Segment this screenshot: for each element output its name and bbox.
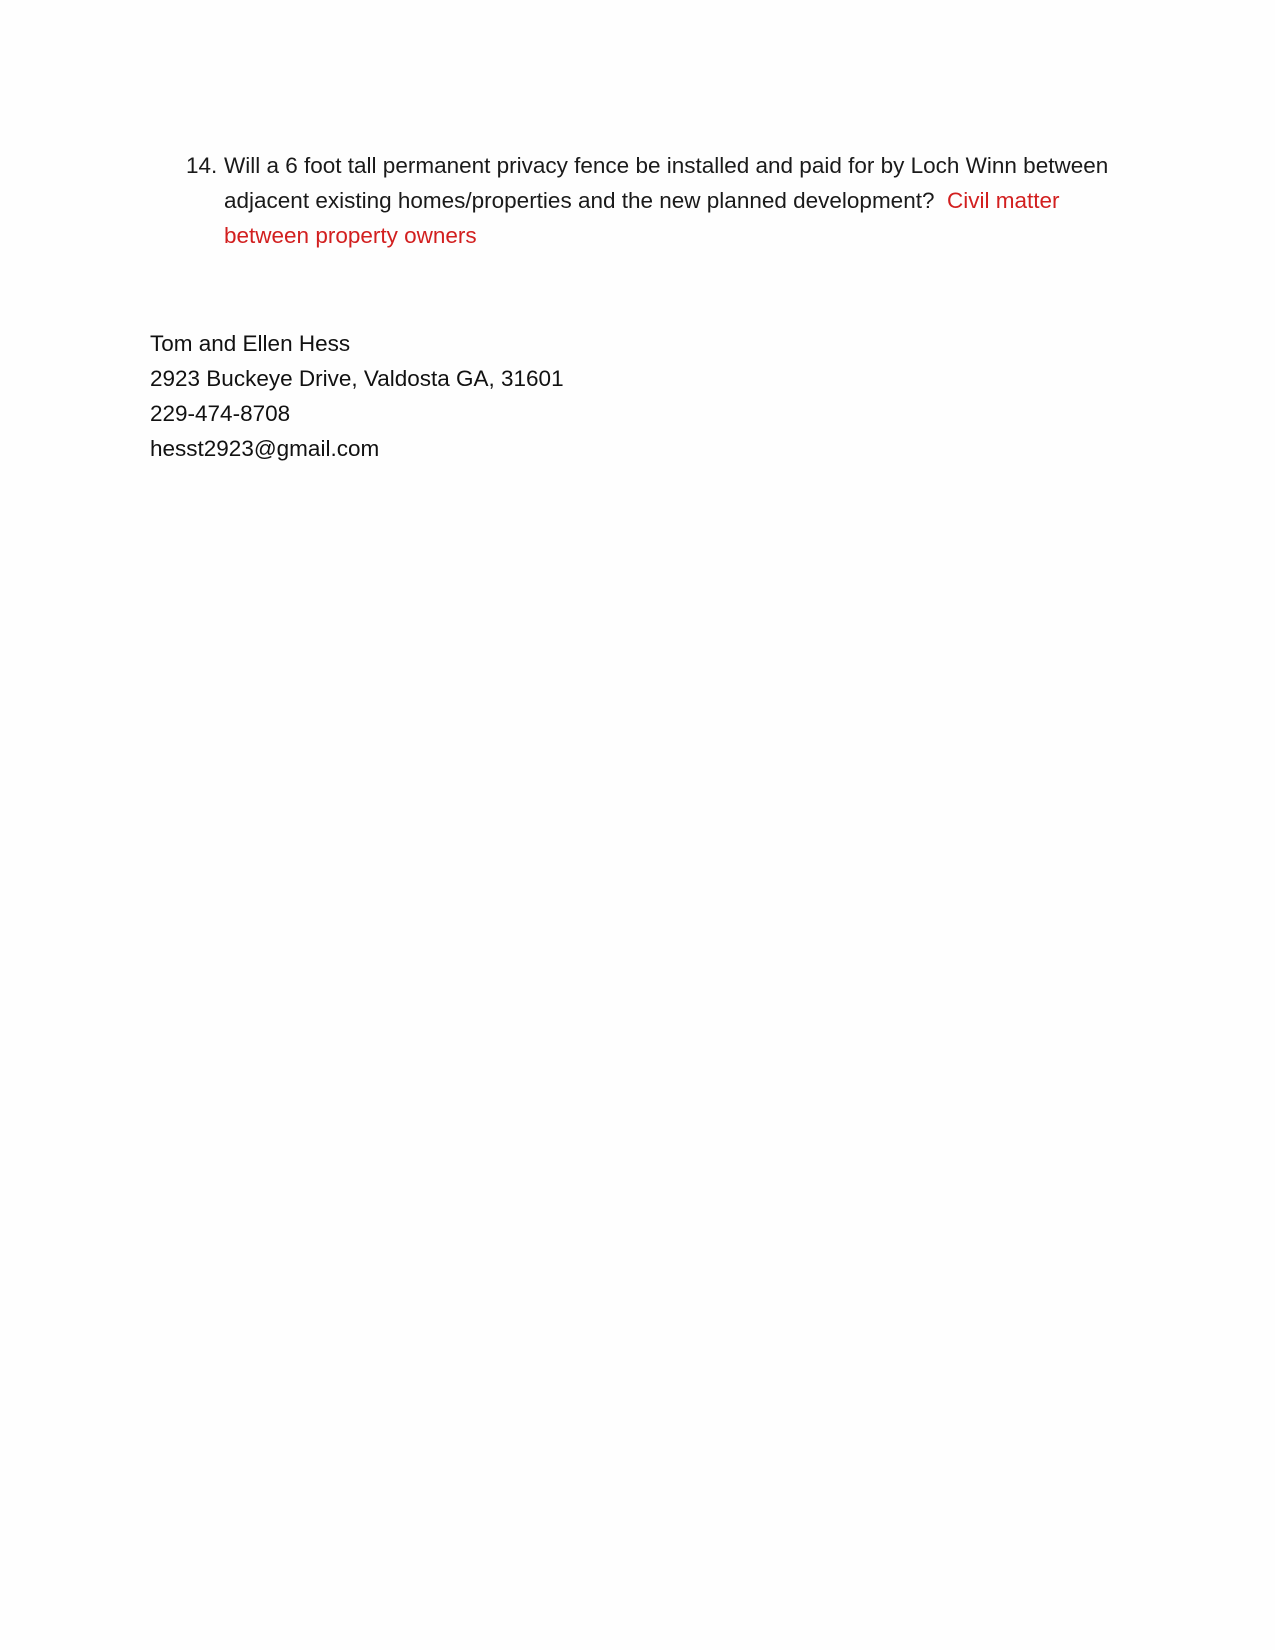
contact-names: Tom and Ellen Hess — [150, 331, 351, 356]
answer-text: Civil matter between property owners — [224, 188, 1060, 248]
list-item-14 — [186, 148, 1116, 253]
list-item-body — [224, 148, 1116, 253]
question-text: Will a 6 foot tall permanent privacy fence be installed and paid for by Loch Winn between adjacent existing homes/properties and the new planned development? — [224, 153, 1109, 213]
contact-email: hesst2923@gmail.com — [150, 436, 380, 461]
contact-block — [150, 326, 850, 466]
list-item-number: 14. — [186, 153, 218, 178]
contact-phone: 229-474-8708 — [150, 401, 291, 426]
contact-address: 2923 Buckeye Drive, Valdosta GA, 31601 — [150, 366, 564, 391]
